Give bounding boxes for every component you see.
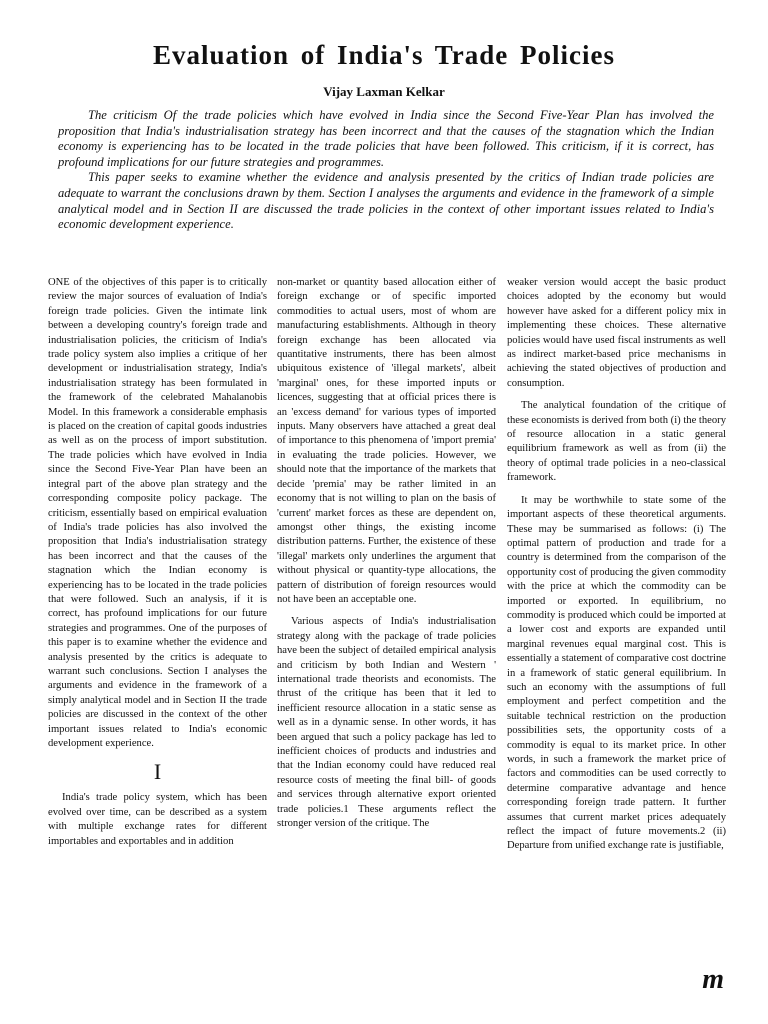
body-paragraph: It may be worthwhile to state some of the important aspects of these theoretical arguments. These may be summarised as follows: (i) The optimal pattern of production and trade for a country is determined from the comparison of the opportunity cost of producing the given commodity with the price at which the commodity can be imported or exported. In equilibrium, no commodity is produced which could be imported at a lower cost and exports are expanded until marginal revenues equal marginal cost. This is essentially a statement of comparative cost doctrine in a framework of static general equilibrium. In such an economy with the assumptions of full employment and perfect competition and the suitable technical restriction on the production possibilities sets, the opportunity costs of a commodity is equal to its market price. In other words, in such a framework the market price of factors and commodities can be used correctly to determine comparative advantage and hence corresponding foreign trade pattern. It further assumes that current market prices adequately reflect the impact of future movements.2 (ii) Departure from unified exchange rate is justifiable, [507, 494, 726, 852]
abstract-paragraph: This paper seeks to examine whether the evidence and analysis presented by the critics of Indian trade policies are adequate to warrant the conclusions drawn by them. Section I analyses the arguments and evidence in the framework of a simple analytical model and in Section II are discussed the trade policies in the context of other important issues related to India's economic development experience. [58, 170, 714, 232]
abstract-paragraph: The criticism Of the trade policies which have evolved in India since the Second Five-Year Plan has involved the proposition that India's industrialisation strategy has been incorrect and that the causes of the stagnation which the Indian economy is experiencing has to be located in the trade policies that have been followed. This criticism, if it is correct, has profound implications for our future strategies and programmes. [58, 108, 714, 169]
body-paragraph: Various aspects of India's industrialisation strategy along with the package of trade policies have been the subject of detailed empirical analysis and criticism by both Indian and Western ' international trade theorists and economists. The thrust of the critique has been that it led to inefficient resource allocation in a static sense as well as in a dynamic sense. In other words, it has been argued that such a policy package has led to inefficient choices of products and industries and that the Indian economy could have reduced real resource costs of meeting the final bill- of goods and services through alternative export oriented trade policies.1 These arguments reflect the stronger version of the critique. The [277, 616, 496, 830]
body-paragraph: ONE of the objectives of this paper is to critically review the major sources of evaluation of India's foreign trade policies. Given the intimate link between a developing country's foreign trade and industrialisation policies, the criticism of India's trade policy system also implies a critique of her development or industrialisation strategy, India's industrialisation strategy has been formulated in the framework of the celebrated Mahalanobis Model. In this framework a considerable emphasis is placed on the creation of capital goods industries as well as on the process of import substitution. The trade policies which have evolved in India since the Second Five-Year Plan have been an integral part of the above plan strategy and the corresponding composite policy package. The criticism, essentially based on empirical evaluation of India's trade policies has also involved the proposition that India's industrialisation strategy has been incorrect and that the causes of the stagnation which the Indian economy is experiencing has to be located in the trade policies that were followed. Such an analysis, if it is correct, has profound implications for our future strategies and programmes. One of the purposes of this paper is to examine whether the evidence and analysis presented by the critics is adequate to warrant such conclusions. Section I analyses the arguments and evidence in the framework of a simply analytical model and in Section II the trade policies are discussed in the context of the other important issues related to India's economic development experience. [48, 277, 267, 749]
text-column-1 [48, 276, 267, 857]
body-paragraph: weaker version would accept the basic product choices adopted by the economy but would however have asked for a different policy mix in implementing these choices. These alternative policies would have used fiscal instruments as well as indirect market-based price mechanisms in achieving the stated objectives of production and consumption. [507, 277, 726, 389]
body-paragraph: India's trade policy system, which has been evolved over time, can be described as a system with multiple exchange rates for different importables and exportables and in addition [48, 792, 267, 847]
page-title: Evaluation of India's Trade Policies [152, 40, 616, 70]
author-name: Vijay Laxman Kelkar [323, 84, 445, 99]
text-column-2 [277, 276, 496, 839]
abstract [58, 108, 714, 233]
text-column-3 [507, 276, 726, 862]
body-paragraph: non-market or quantity based allocation either of foreign exchange or of specific imported commodities to actual users, most of whom are manufacturing establishments. Although in theory foreign exchange has been allocated via quantitative instruments, there has been almost ubiquitous existence of 'illegal markets', albeit 'marginal' ones, for these imported inputs or licences, suggesting that at official prices there is an 'excess demand' for various types of imported inputs. Many observers have attached a great deal of importance to this phenomena of 'import premia' in evaluating the trade policies. However, we should note that the importance of the markets that decide 'premia' may be rather limited in an economy that is not willing to plan on the basis of 'current' market forces as these are dependent on, amongst other things, the existing income distribution patterns. Further, the existence of these 'illegal' markets only underlines the argument that without physical or quantity-type allocations, the pattern of distribution of foreign resources would not have been an acceptable one. [277, 277, 496, 605]
body-paragraph: The analytical foundation of the critique of these economists is derived from both (i) the theory of resource allocation in a static general equilibrium framework as well as from (ii) the theory of optimal trade policies in a neo-classical framework. [507, 400, 726, 484]
page-mark: m [702, 964, 724, 995]
section-heading: I [153, 759, 162, 785]
